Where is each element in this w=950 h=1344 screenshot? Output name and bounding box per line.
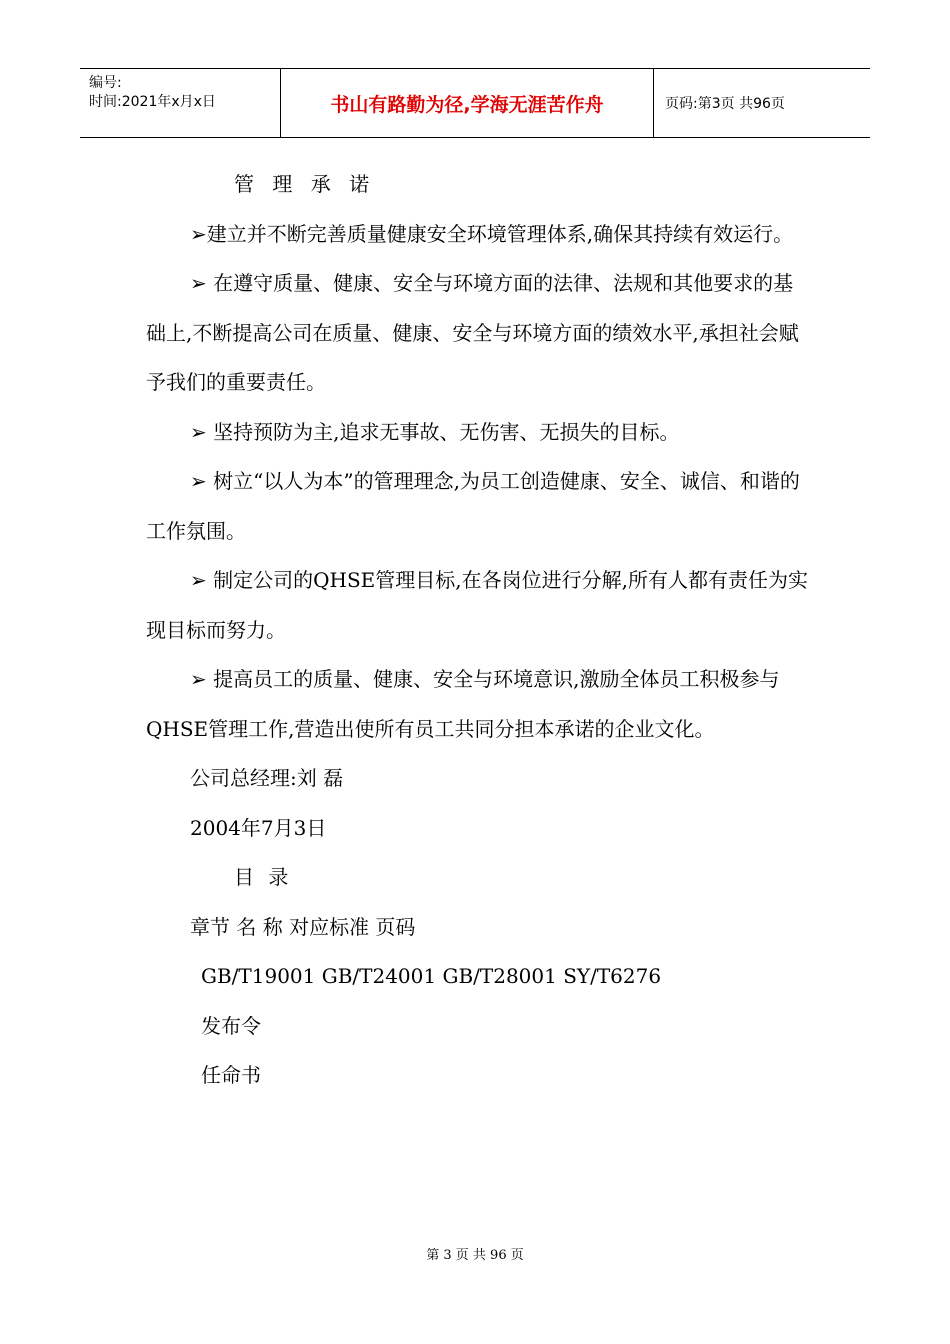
- toc-entry: 发布令: [201, 1013, 261, 1038]
- header-motto: 书山有路勤为径,学海无涯苦作舟: [281, 69, 654, 137]
- header-meta: [80, 69, 281, 137]
- commitment-item: ➢ 制定公司的QHSE管理目标,在各岗位进行分解,所有人都有责任为实现目标而努力。: [146, 568, 808, 642]
- document-body: [146, 160, 811, 1101]
- commitment-item: ➢建立并不断完善质量健康安全环境管理体系,确保其持续有效运行。: [190, 221, 794, 246]
- toc-title: 目 录: [234, 865, 293, 889]
- header-page-info: 页码:第3页 共96页: [665, 96, 785, 112]
- toc-standards: GB/T19001 GB/T24001 GB/T28001 SY/T6276: [201, 964, 662, 988]
- commitment-item: ➢ 在遵守质量、健康、安全与环境方面的法律、法规和其他要求的基础上,不断提高公司在质量、健康、安全与环境方面的绩效水平,承担社会赋予我们的重要责任。: [146, 271, 799, 394]
- commitment-item: ➢ 树立“以人为本”的管理理念,为员工创造健康、安全、诚信、和谐的工作氛围。: [146, 469, 800, 543]
- document-number-label: 编号:: [89, 75, 122, 91]
- commitment-item: ➢ 坚持预防为主,追求无事故、无伤害、无损失的目标。: [190, 419, 680, 444]
- toc-entry: 任命书: [201, 1063, 261, 1087]
- signature-line: 公司总经理:刘 磊: [190, 766, 344, 790]
- section-title: 管 理 承 诺: [234, 172, 376, 196]
- page-footer: 第 3 页 共 96 页: [426, 1248, 524, 1263]
- signature-date: 2004年7月3日: [190, 815, 327, 840]
- toc-header: 章节 名 称 对应标准 页码: [190, 914, 416, 939]
- commitment-item: ➢ 提高员工的质量、健康、安全与环境意识,激励全体员工积极参与QHSE管理工作,营造出使所有员工共同分担本承诺的企业文化。: [146, 667, 780, 741]
- page-header: [80, 68, 870, 138]
- document-time-label: 时间:2021年x月x日: [89, 94, 216, 110]
